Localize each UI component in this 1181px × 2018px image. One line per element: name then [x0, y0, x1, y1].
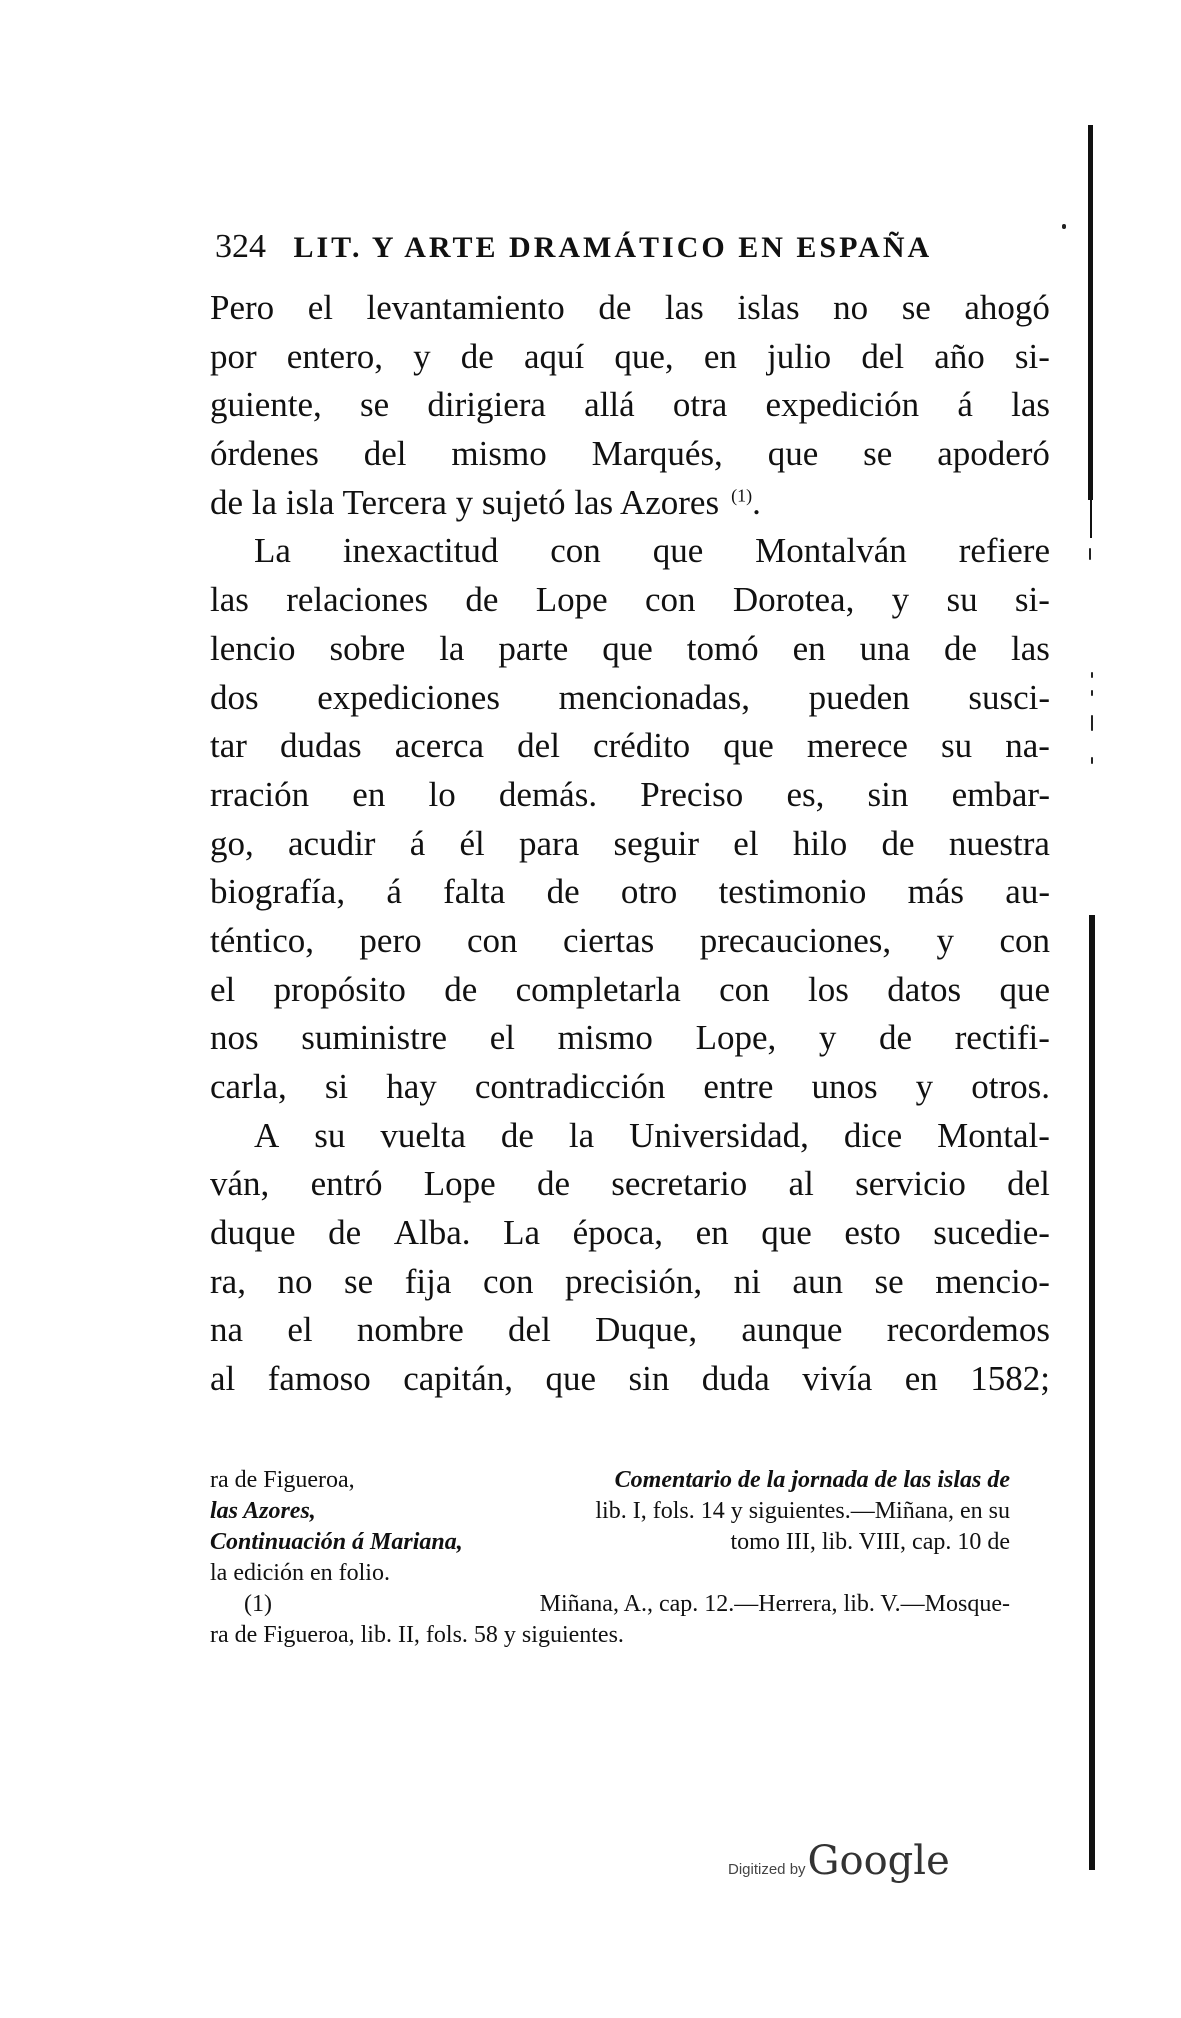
word: suministre: [301, 1018, 448, 1058]
word: Montal-: [937, 1115, 1050, 1155]
footnote-text: tomo III, lib. VIII, cap. 10 de: [730, 1529, 1010, 1555]
body-text: [210, 284, 1050, 1404]
word: se: [874, 1261, 904, 1301]
word: el: [307, 288, 333, 327]
word: del: [517, 726, 560, 766]
word: en: [695, 1213, 729, 1253]
word: dice: [843, 1115, 903, 1155]
word: la: [568, 1115, 595, 1155]
word: islas: [737, 288, 800, 327]
word: en: [904, 1359, 938, 1399]
word: otro: [620, 872, 678, 912]
footnote-text: lib. I, fols. 14 y siguientes.—Miñana, en su: [595, 1498, 1010, 1524]
word: tomó: [686, 628, 759, 668]
scan-speck: [1091, 757, 1093, 764]
word: falta: [443, 872, 506, 912]
word: del: [1007, 1164, 1050, 1204]
google-logo: Google: [807, 1838, 950, 1884]
word: á: [957, 385, 973, 425]
word: sin: [867, 774, 909, 814]
footnote-title: Continuación á Mariana,: [210, 1529, 463, 1555]
word: téntico,: [210, 920, 314, 960]
word: al: [788, 1164, 814, 1204]
word: su: [314, 1115, 346, 1155]
word: Montalván: [755, 531, 907, 571]
word: su: [946, 580, 978, 620]
word: y: [891, 580, 910, 620]
word: apoderó: [937, 434, 1050, 474]
word: se: [360, 385, 390, 425]
word: levantamiento: [366, 288, 565, 327]
text-line: [210, 1112, 1050, 1161]
word: es,: [786, 774, 825, 814]
word: si-: [1014, 580, 1050, 620]
word: Pero: [210, 288, 275, 327]
word: precisión,: [565, 1261, 703, 1301]
text-line: [210, 1063, 1050, 1112]
word: famoso: [267, 1359, 371, 1399]
word: de: [460, 336, 494, 376]
word: su: [941, 726, 973, 766]
word: y: [915, 1067, 934, 1106]
footnote-text: ra de Figueroa,: [210, 1467, 355, 1493]
word: contradicción: [474, 1067, 666, 1106]
word: expediciones: [317, 677, 500, 717]
word: mencionadas,: [558, 677, 751, 717]
word: embar-: [951, 774, 1050, 814]
digitized-by-label: Digitized by: [728, 1861, 806, 1878]
footnote-title: Comentario de la jornada de las islas de: [614, 1467, 1010, 1493]
footnote-line: [210, 1589, 1010, 1620]
word: se: [901, 288, 931, 327]
word: La: [254, 531, 291, 571]
text-line: [210, 1160, 1050, 1209]
word: Preciso: [640, 774, 744, 814]
word: otra: [672, 385, 728, 425]
word: que: [545, 1359, 597, 1399]
word: mismo: [451, 434, 547, 474]
word: las: [1011, 628, 1050, 668]
word: ra,: [210, 1261, 246, 1301]
word: acerca: [394, 726, 485, 766]
footnote-title: las Azores,: [210, 1498, 316, 1524]
word: pueden: [808, 677, 910, 717]
word: julio: [767, 336, 832, 376]
word: allá: [584, 385, 635, 425]
word: testimonio: [718, 872, 867, 912]
word: entró: [310, 1164, 383, 1204]
running-head: [215, 228, 1065, 266]
text-line: [210, 917, 1050, 966]
word: dos: [210, 677, 259, 717]
line-text: de la isla Tercera y sujetó las Azores: [210, 482, 720, 522]
word: el: [733, 823, 759, 863]
word: las: [1011, 385, 1050, 425]
word: nombre: [356, 1310, 464, 1350]
word: Dorotea,: [732, 580, 855, 620]
word: servicio: [855, 1164, 966, 1204]
word: para: [519, 823, 580, 863]
word: au-: [1005, 872, 1050, 912]
word: sin: [628, 1359, 670, 1399]
footnote-ref: (1): [731, 485, 753, 506]
word: el: [287, 1310, 313, 1350]
word: de: [536, 1164, 570, 1204]
word: entero,: [286, 336, 383, 376]
word: rectifi-: [954, 1018, 1050, 1058]
word: demás.: [498, 774, 598, 814]
scan-speck: [1089, 548, 1091, 560]
text-line: [210, 1209, 1050, 1258]
word: seguir: [613, 823, 700, 863]
word: en: [703, 336, 737, 376]
text-line: [210, 479, 1050, 528]
word: esto: [844, 1213, 901, 1253]
word: si-: [1014, 336, 1050, 376]
word: duda: [701, 1359, 770, 1399]
word: que: [767, 434, 819, 474]
word: y: [818, 1018, 837, 1058]
word: de: [546, 872, 580, 912]
word: unos: [811, 1067, 878, 1106]
page-number: 324: [215, 228, 266, 265]
word: secretario: [611, 1164, 748, 1204]
word: na: [210, 1310, 244, 1350]
word: del: [861, 336, 905, 376]
word: refiere: [958, 531, 1050, 571]
word: año: [934, 336, 985, 376]
word: del: [508, 1310, 551, 1350]
word: ván,: [210, 1164, 270, 1204]
text-line: [210, 1306, 1050, 1355]
word: de: [879, 1018, 913, 1058]
footnote-line: [210, 1465, 1010, 1496]
word: más: [907, 872, 965, 912]
footnote-mark: (1): [244, 1591, 272, 1617]
text-line: [210, 576, 1050, 625]
word: duque: [210, 1213, 296, 1253]
word: pero: [359, 920, 422, 960]
text-line: [210, 1014, 1050, 1063]
text-line: [210, 722, 1050, 771]
text-line: [210, 1355, 1050, 1404]
word: sobre: [329, 628, 406, 668]
scan-speck: [1091, 672, 1093, 678]
running-title: LIT. Y ARTE DRAMÁTICO EN ESPAÑA: [293, 231, 933, 264]
word: las: [664, 288, 704, 327]
word: y: [936, 920, 955, 960]
word: datos: [887, 969, 962, 1009]
scan-speck: [1062, 224, 1066, 229]
footnote-text: ra de Figueroa, lib. II, fols. 58 y siguientes.: [210, 1622, 624, 1648]
word: y: [413, 336, 431, 376]
footnote-line: [210, 1496, 1010, 1527]
word: que: [602, 628, 653, 668]
word: á: [409, 823, 426, 863]
word: él: [459, 823, 485, 863]
word: ni: [733, 1261, 761, 1301]
word: ahogó: [964, 288, 1050, 327]
text-line: [210, 333, 1050, 382]
word: que: [761, 1213, 812, 1253]
word: crédito: [593, 726, 691, 766]
text-line: [210, 1258, 1050, 1307]
word: merece: [806, 726, 908, 766]
word: go,: [210, 823, 254, 863]
word: rración: [210, 774, 310, 814]
word: órdenes: [210, 434, 319, 474]
word: hilo: [792, 823, 848, 863]
word: el: [489, 1018, 515, 1058]
text-line: [210, 430, 1050, 479]
word: Marqués,: [591, 434, 723, 474]
word: las: [210, 580, 249, 620]
scan-speck: [1091, 715, 1093, 731]
word: vivía: [802, 1359, 873, 1399]
footnote-line: [210, 1620, 1010, 1651]
text-line: [210, 284, 1050, 333]
word: al: [210, 1359, 236, 1399]
word: Lope,: [695, 1018, 777, 1058]
word: aunque: [741, 1310, 843, 1350]
word: entre: [703, 1067, 774, 1106]
word: el: [210, 969, 236, 1009]
word: lencio: [210, 628, 296, 668]
word: Lope: [535, 580, 608, 620]
word: dudas: [280, 726, 362, 766]
word: acudir: [288, 823, 376, 863]
word: La: [503, 1213, 541, 1253]
word: si: [324, 1067, 349, 1106]
word: que,: [614, 336, 674, 376]
word: á: [386, 872, 402, 912]
scan-speck: [1091, 690, 1093, 696]
word: fija: [404, 1261, 452, 1301]
word: vuelta: [380, 1115, 466, 1155]
word: con: [482, 1261, 534, 1301]
word: expedición: [765, 385, 920, 425]
footnote-line: [210, 1558, 1010, 1589]
word: mismo: [557, 1018, 653, 1058]
word: no: [277, 1261, 313, 1301]
word: de: [881, 823, 915, 863]
word: que: [652, 531, 704, 571]
word: relaciones: [286, 580, 429, 620]
word: capitán,: [403, 1359, 514, 1399]
text-line: [210, 820, 1050, 869]
word: aquí: [523, 336, 585, 376]
word: no: [833, 288, 869, 327]
footnote-text: Miñana, A., cap. 12.—Herrera, lib. V.—Mosque-: [539, 1591, 1010, 1617]
word: tar: [210, 726, 247, 766]
word: precauciones,: [699, 920, 892, 960]
scan-edge-bar: [1089, 915, 1095, 1870]
footnotes: [210, 1465, 1010, 1651]
digitized-watermark: [728, 1838, 950, 1884]
sentence-end: .: [752, 482, 761, 522]
word: de: [328, 1213, 362, 1253]
scan-edge-bar: [1090, 500, 1092, 538]
word: recordemos: [886, 1310, 1050, 1350]
word: que: [723, 726, 774, 766]
word: otros.: [971, 1067, 1050, 1106]
word: guiente,: [210, 385, 322, 425]
word: carla,: [210, 1067, 287, 1106]
word: del: [363, 434, 407, 474]
word: lo: [428, 774, 456, 814]
text-line: [210, 674, 1050, 723]
word: se: [344, 1261, 374, 1301]
word: Alba.: [393, 1213, 471, 1253]
word: nuestra: [948, 823, 1050, 863]
word: Universidad,: [629, 1115, 809, 1155]
word: de: [500, 1115, 534, 1155]
word: con: [999, 920, 1050, 960]
word: na-: [1005, 726, 1050, 766]
text-line: [210, 625, 1050, 674]
word: con: [467, 920, 518, 960]
word: de: [465, 580, 499, 620]
footnote-line: [210, 1527, 1010, 1558]
word: de: [944, 628, 978, 668]
text-line: [210, 527, 1050, 576]
word: parte: [498, 628, 569, 668]
text-line: [210, 381, 1050, 430]
word: A: [254, 1115, 280, 1155]
word: los: [808, 969, 849, 1009]
word: ciertas: [562, 920, 655, 960]
footnote-text: la edición en folio.: [210, 1560, 390, 1586]
word: nos: [210, 1018, 259, 1058]
word: que: [999, 969, 1050, 1009]
word: en: [352, 774, 386, 814]
word: biografía,: [210, 872, 346, 912]
word: 1582;: [970, 1359, 1050, 1399]
word: se: [863, 434, 893, 474]
word: susci-: [968, 677, 1050, 717]
scan-edge-bar: [1088, 125, 1093, 500]
word: aun: [792, 1261, 843, 1301]
word: época,: [572, 1213, 663, 1253]
word: una: [859, 628, 911, 668]
word: con: [719, 969, 770, 1009]
word: mencio-: [935, 1261, 1050, 1301]
text-line: [210, 771, 1050, 820]
word: sucedie-: [933, 1213, 1050, 1253]
word: de: [598, 288, 632, 327]
word: la: [439, 628, 465, 668]
word: propósito: [273, 969, 406, 1009]
word: con: [644, 580, 696, 620]
word: en: [792, 628, 826, 668]
word: de: [444, 969, 478, 1009]
word: Duque,: [595, 1310, 698, 1350]
word: hay: [386, 1067, 437, 1106]
text-line: [210, 868, 1050, 917]
text-line: [210, 966, 1050, 1015]
word: completarla: [515, 969, 681, 1009]
word: inexactitud: [342, 531, 499, 571]
word: dirigiera: [427, 385, 546, 425]
word: con: [550, 531, 601, 571]
word: Lope: [423, 1164, 496, 1204]
word: por: [210, 336, 257, 376]
